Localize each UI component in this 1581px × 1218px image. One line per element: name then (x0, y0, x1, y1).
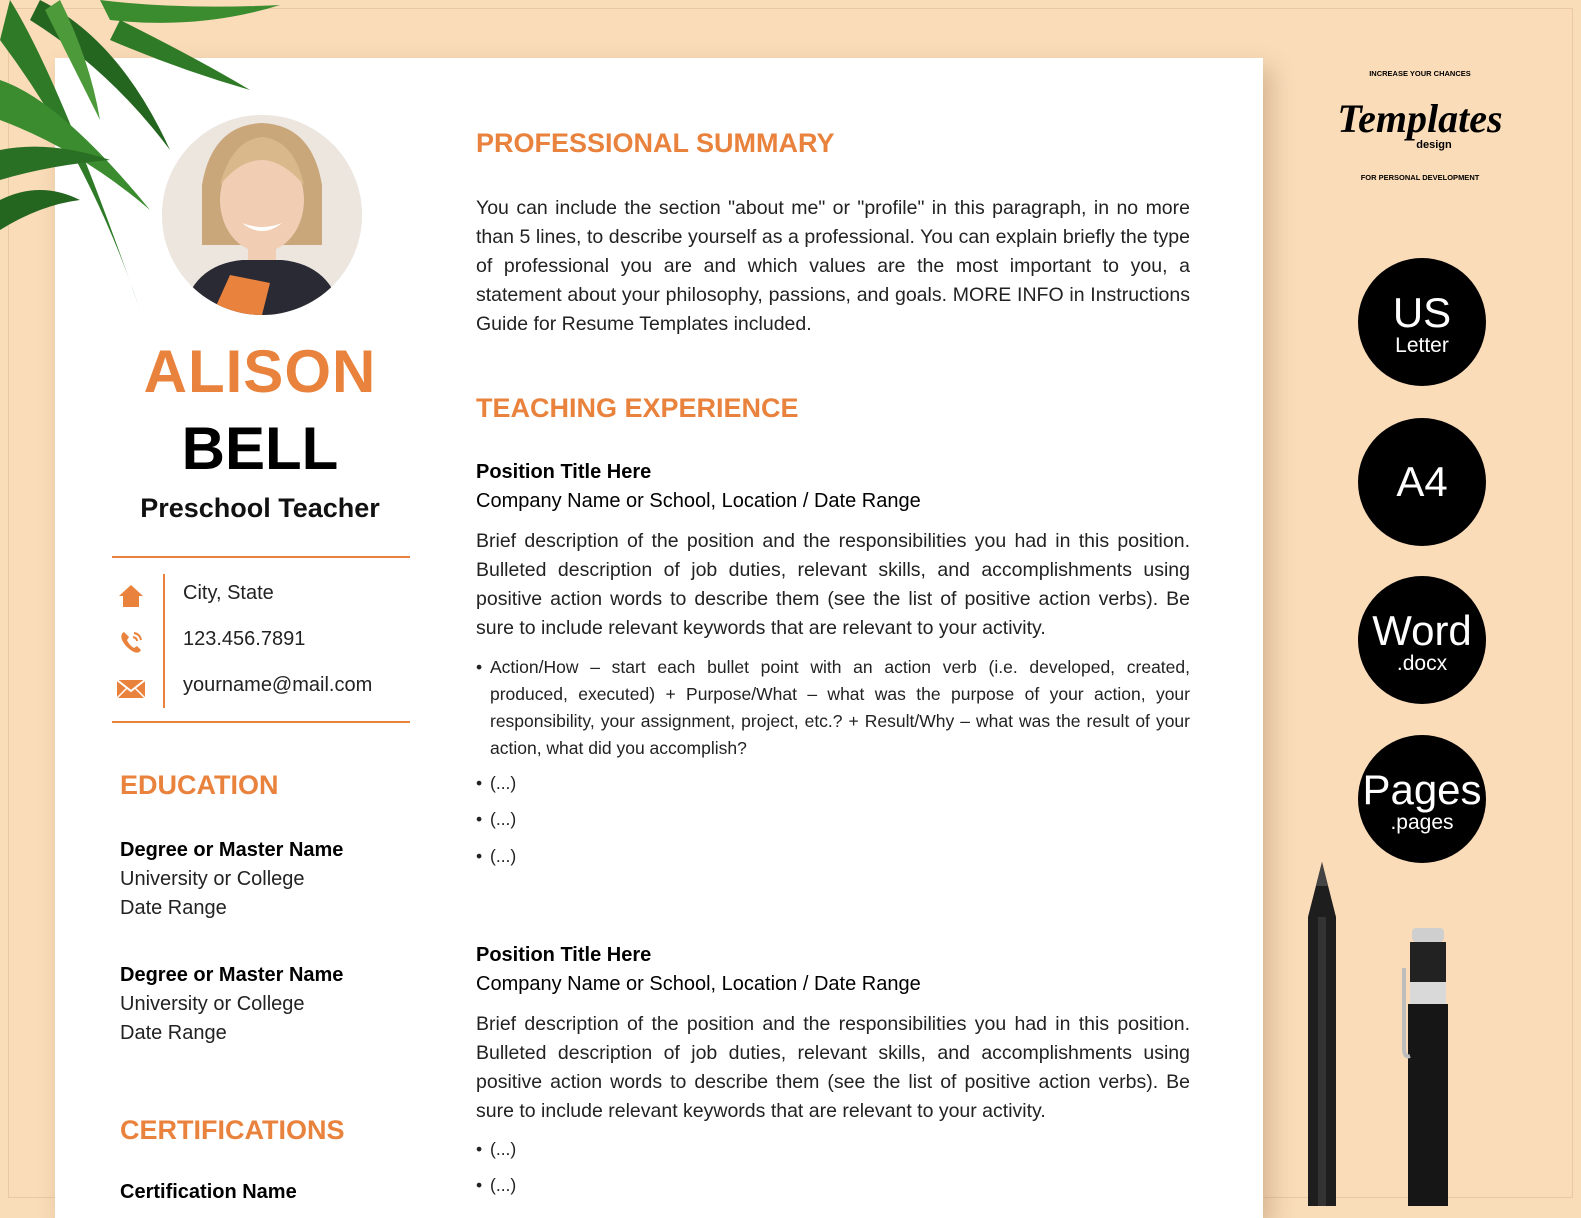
job-bullet: • Action/How – start each bullet point with an action verb (i.e. developed, created, produced, executed) + Purpose/What – what was the purpose of your action, your responsibility, your assignment, project, etc.? + Result/Why – what was the result of your action, what did you accomplish? (476, 654, 1190, 762)
logo-ring-top: INCREASE YOUR CHANCES (1369, 69, 1471, 78)
job-bullet: • (...) (476, 1172, 1190, 1199)
job-description: Brief description of the position and the responsibilities you had in this position. Bulleted description of job duties, relevant skills, and accomplishments using positive action words to describe them (see the list of positive action verbs). Be sure to include relevant keywords that are relevant to your activity. (476, 530, 1190, 639)
envelope-icon (116, 674, 146, 702)
job-bullet: • (...) (476, 843, 1190, 870)
badge-title: Pages (1362, 766, 1482, 813)
badge-subtitle: .pages (1390, 811, 1454, 834)
contact-top-divider (112, 556, 410, 558)
position-title: Position Title Here (476, 461, 652, 483)
first-name: ALISON (143, 338, 377, 405)
company-line: Company Name or School, Location / Date Range (476, 490, 921, 512)
school-name: University or College (120, 868, 305, 890)
school-name: University or College (120, 993, 305, 1015)
avatar (162, 115, 362, 315)
contact-location-text: City, State (183, 582, 274, 604)
templates-design-logo (1334, 58, 1506, 188)
badge-subtitle: .docx (1396, 652, 1448, 675)
position-title: Position Title Here (476, 944, 652, 966)
company-line: Company Name or School, Location / Date Range (476, 973, 921, 995)
format-badge-us-letter (1358, 258, 1486, 386)
contact-phone (112, 626, 412, 658)
job-bullet: • (...) (476, 1136, 1190, 1163)
degree-name: Degree or Master Name (120, 839, 344, 861)
summary-heading: PROFESSIONAL SUMMARY (476, 128, 835, 158)
contact-email (112, 672, 412, 704)
education-dates: Date Range (120, 1022, 227, 1044)
job-title: Preschool Teacher (140, 493, 380, 523)
contact-bottom-divider (112, 721, 410, 723)
pencil-decoration (1300, 862, 1360, 1206)
job-bullet: • (...) (476, 806, 1190, 833)
last-name: BELL (181, 415, 339, 482)
logo-sub: design (1416, 139, 1452, 151)
job-bullet: • (...) (476, 770, 1190, 797)
contact-phone-text: 123.456.7891 (183, 628, 306, 650)
job-description: Brief description of the position and the responsibilities you had in this position. Bulleted description of job duties, relevant skills, and accomplishments using positive action words to describe them (see the list of positive action verbs). Be sure to include relevant keywords that are relevant to your activity. (476, 1013, 1190, 1122)
experience-heading: TEACHING EXPERIENCE (476, 393, 799, 423)
certification-name: Certification Name (120, 1181, 297, 1203)
home-icon (116, 582, 146, 610)
contact-location (112, 580, 412, 612)
badge-title: A4 (1396, 458, 1448, 505)
education-item (120, 836, 410, 923)
summary-text: You can include the section "about me" or "profile" in this paragraph, in no more than 5 lines, to describe yourself as a professional. You can explain briefly the type of professional you are and which values are the most important to you, a statement about your philosophy, passions, and goals. MORE INFO in Instructions Guide for Resume Templates included. (476, 197, 1190, 335)
education-item (120, 961, 410, 1048)
pen-decoration (1392, 928, 1472, 1206)
education-dates: Date Range (120, 897, 227, 919)
format-badge-a4 (1358, 418, 1486, 546)
logo-text: Templates (1337, 96, 1503, 141)
certifications-heading: CERTIFICATIONS (120, 1115, 345, 1145)
education-heading: EDUCATION (120, 770, 279, 800)
contact-email-text: yourname@mail.com (183, 674, 373, 696)
format-badge-word (1358, 576, 1486, 704)
logo-ring-bottom: FOR PERSONAL DEVELOPMENT (1360, 173, 1480, 182)
badge-title: US (1392, 289, 1452, 336)
certification-item (120, 1178, 410, 1207)
phone-icon (116, 628, 146, 656)
format-badge-pages (1358, 735, 1486, 863)
degree-name: Degree or Master Name (120, 964, 344, 986)
badge-title: Word (1372, 607, 1472, 654)
badge-subtitle: Letter (1395, 334, 1449, 357)
